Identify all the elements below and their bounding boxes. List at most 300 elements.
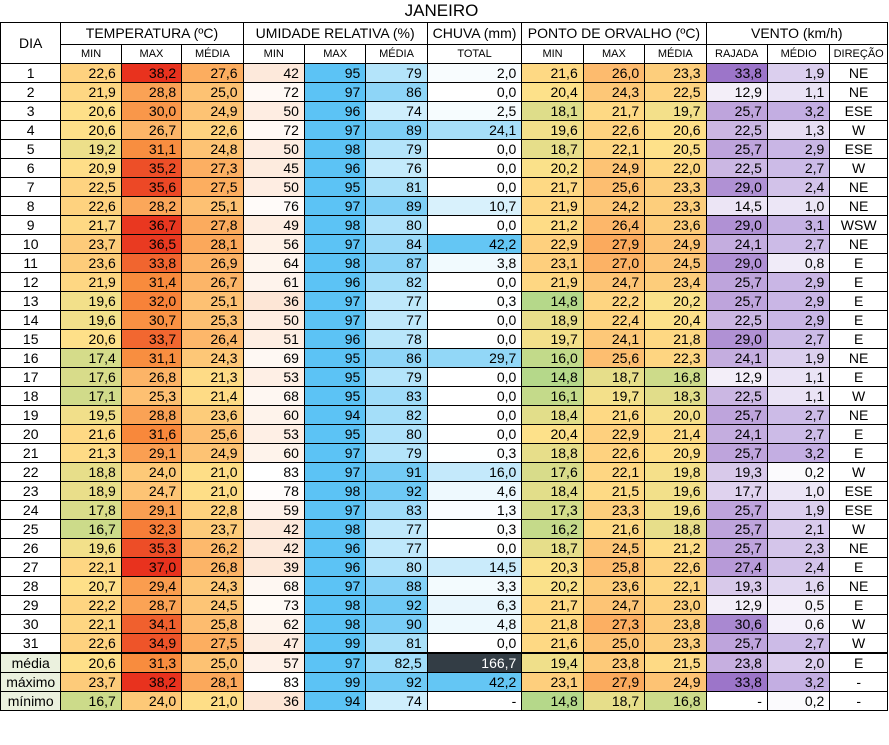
cell-rh-max: 98 (304, 595, 365, 614)
cell-orvalho-media: 23,3 (645, 196, 706, 215)
day-row (1, 177, 888, 196)
day-number: 6 (1, 158, 61, 177)
summary-label: média (1, 653, 61, 673)
cell-temp-media: 24,3 (182, 348, 243, 367)
cell-rh-media: 77 (366, 519, 427, 538)
day-number: 19 (1, 405, 61, 424)
day-number: 1 (1, 63, 61, 82)
cell-chuva-total: 3,3 (427, 576, 522, 595)
cell-rh-min: 72 (243, 82, 304, 101)
day-row (1, 253, 888, 272)
cell-orvalho-media: 22,6 (645, 557, 706, 576)
cell-vento-rajada: 33,8 (706, 672, 767, 691)
cell-temp-media: 26,2 (182, 538, 243, 557)
cell-vento-medio: 2,9 (767, 291, 829, 310)
cell-rh-media: 81 (366, 633, 427, 653)
cell-rh-min: 42 (243, 63, 304, 82)
cell-rh-media: 92 (366, 672, 427, 691)
cell-rh-min: 69 (243, 348, 304, 367)
cell-rh-min: 76 (243, 196, 304, 215)
summary-row (1, 653, 888, 673)
cell-orvalho-max: 27,0 (583, 253, 644, 272)
cell-temp-media: 26,8 (182, 557, 243, 576)
cell-rh-media: 86 (366, 348, 427, 367)
cell-vento-direcao: ESE (830, 500, 888, 519)
cell-temp-media: 24,5 (182, 595, 243, 614)
cell-vento-medio: 2,3 (767, 538, 829, 557)
cell-orvalho-min: 14,8 (522, 291, 583, 310)
cell-chuva-total: 0,0 (427, 82, 522, 101)
cell-rh-max: 99 (304, 633, 365, 653)
cell-temp-max: 24,7 (121, 481, 181, 500)
cell-temp-min: 20,6 (61, 120, 121, 139)
header-chuva: CHUVA (mm) (427, 22, 522, 44)
cell-orvalho-min: 18,8 (522, 443, 583, 462)
cell-temp-media: 25,6 (182, 424, 243, 443)
cell-orvalho-media: 19,8 (645, 462, 706, 481)
cell-temp-max: 31,4 (121, 272, 181, 291)
cell-orvalho-min: 16,2 (522, 519, 583, 538)
day-row (1, 101, 888, 120)
cell-chuva-total: 1,3 (427, 500, 522, 519)
cell-temp-media: 25,0 (182, 82, 243, 101)
cell-vento-rajada: 25,7 (706, 272, 767, 291)
day-row (1, 63, 888, 82)
cell-vento-rajada: 25,7 (706, 633, 767, 653)
day-row (1, 614, 888, 633)
cell-orvalho-media: 20,6 (645, 120, 706, 139)
day-number: 10 (1, 234, 61, 253)
cell-temp-min: 20,6 (61, 653, 121, 673)
cell-temp-media: 21,0 (182, 462, 243, 481)
cell-rh-max: 95 (304, 424, 365, 443)
day-row (1, 557, 888, 576)
cell-orvalho-max: 21,6 (583, 405, 644, 424)
cell-vento-direcao: W (830, 158, 888, 177)
cell-temp-media: 21,0 (182, 691, 243, 710)
cell-orvalho-media: 16,8 (645, 367, 706, 386)
day-row (1, 538, 888, 557)
cell-orvalho-max: 22,2 (583, 291, 644, 310)
cell-vento-direcao: E (830, 424, 888, 443)
cell-chuva-total: 166,7 (427, 653, 522, 673)
cell-temp-max: 32,0 (121, 291, 181, 310)
cell-chuva-total: 0,0 (427, 367, 522, 386)
cell-temp-media: 25,1 (182, 196, 243, 215)
cell-orvalho-min: 20,2 (522, 576, 583, 595)
cell-vento-medio: 0,6 (767, 614, 829, 633)
cell-rh-media: 79 (366, 63, 427, 82)
cell-temp-max: 33,7 (121, 329, 181, 348)
day-row (1, 291, 888, 310)
cell-orvalho-min: 21,2 (522, 215, 583, 234)
cell-vento-direcao: NE (830, 538, 888, 557)
cell-rh-max: 98 (304, 215, 365, 234)
day-number: 27 (1, 557, 61, 576)
cell-orvalho-min: 19,4 (522, 653, 583, 673)
day-row (1, 158, 888, 177)
cell-vento-medio: 1,1 (767, 386, 829, 405)
cell-rh-media: 82,5 (366, 653, 427, 673)
cell-vento-rajada: 17,7 (706, 481, 767, 500)
cell-vento-rajada: 22,5 (706, 310, 767, 329)
cell-orvalho-max: 22,1 (583, 139, 644, 158)
cell-temp-media: 24,3 (182, 576, 243, 595)
cell-rh-max: 98 (304, 519, 365, 538)
day-number: 29 (1, 595, 61, 614)
cell-vento-medio: 2,9 (767, 139, 829, 158)
cell-orvalho-media: 19,7 (645, 101, 706, 120)
cell-vento-medio: 1,0 (767, 481, 829, 500)
cell-vento-medio: 0,5 (767, 595, 829, 614)
cell-temp-max: 28,7 (121, 595, 181, 614)
cell-rh-media: 82 (366, 272, 427, 291)
cell-vento-direcao: ESE (830, 481, 888, 500)
cell-rh-min: 50 (243, 177, 304, 196)
cell-orvalho-media: 23,8 (645, 614, 706, 633)
cell-orvalho-media: 18,3 (645, 386, 706, 405)
cell-temp-min: 20,6 (61, 329, 121, 348)
day-row (1, 215, 888, 234)
cell-orvalho-max: 22,1 (583, 462, 644, 481)
cell-rh-min: 45 (243, 158, 304, 177)
cell-temp-media: 28,1 (182, 234, 243, 253)
cell-rh-max: 97 (304, 653, 365, 673)
cell-orvalho-max: 25,6 (583, 177, 644, 196)
cell-vento-rajada: 12,9 (706, 595, 767, 614)
cell-orvalho-min: 20,4 (522, 82, 583, 101)
cell-orvalho-media: 22,1 (645, 576, 706, 595)
cell-orvalho-max: 21,7 (583, 101, 644, 120)
cell-chuva-total: 42,2 (427, 234, 522, 253)
cell-orvalho-min: 21,6 (522, 63, 583, 82)
cell-chuva-total: 0,0 (427, 177, 522, 196)
cell-chuva-total: 0,0 (427, 386, 522, 405)
cell-vento-medio: 3,2 (767, 443, 829, 462)
cell-vento-medio: 1,6 (767, 576, 829, 595)
cell-vento-rajada: 22,5 (706, 158, 767, 177)
cell-vento-direcao: ESE (830, 101, 888, 120)
cell-rh-max: 96 (304, 557, 365, 576)
cell-vento-medio: 3,1 (767, 215, 829, 234)
cell-temp-max: 33,8 (121, 253, 181, 272)
cell-temp-max: 34,9 (121, 633, 181, 653)
cell-orvalho-max: 19,7 (583, 386, 644, 405)
cell-orvalho-media: 22,3 (645, 348, 706, 367)
cell-rh-max: 97 (304, 310, 365, 329)
cell-vento-direcao: ESE (830, 139, 888, 158)
day-row (1, 367, 888, 386)
cell-rh-max: 96 (304, 158, 365, 177)
cell-rh-min: 53 (243, 367, 304, 386)
cell-rh-media: 82 (366, 405, 427, 424)
cell-orvalho-media: 20,0 (645, 405, 706, 424)
cell-rh-min: 83 (243, 462, 304, 481)
subheader-temp-media: MÉDIA (182, 44, 243, 63)
cell-vento-rajada: 25,7 (706, 443, 767, 462)
day-row (1, 424, 888, 443)
cell-rh-media: 80 (366, 557, 427, 576)
cell-rh-media: 76 (366, 158, 427, 177)
day-row (1, 500, 888, 519)
cell-vento-rajada: 29,0 (706, 177, 767, 196)
day-number: 2 (1, 82, 61, 101)
cell-orvalho-media: 23,3 (645, 633, 706, 653)
cell-temp-min: 20,9 (61, 158, 121, 177)
cell-rh-max: 97 (304, 234, 365, 253)
day-number: 14 (1, 310, 61, 329)
cell-temp-max: 30,0 (121, 101, 181, 120)
cell-rh-media: 79 (366, 139, 427, 158)
cell-orvalho-min: 16,1 (522, 386, 583, 405)
cell-orvalho-min: 17,3 (522, 500, 583, 519)
cell-temp-media: 23,7 (182, 519, 243, 538)
cell-orvalho-min: 20,4 (522, 424, 583, 443)
cell-temp-max: 35,3 (121, 538, 181, 557)
cell-orvalho-max: 18,7 (583, 367, 644, 386)
cell-rh-min: 56 (243, 234, 304, 253)
cell-rh-max: 97 (304, 500, 365, 519)
cell-orvalho-max: 25,6 (583, 348, 644, 367)
cell-rh-max: 97 (304, 576, 365, 595)
subheader-temp-min: MIN (61, 44, 121, 63)
cell-temp-min: 21,6 (61, 424, 121, 443)
cell-orvalho-min: 18,9 (522, 310, 583, 329)
cell-vento-rajada: 19,3 (706, 462, 767, 481)
cell-orvalho-media: 19,6 (645, 481, 706, 500)
cell-rh-max: 95 (304, 386, 365, 405)
cell-rh-min: 51 (243, 329, 304, 348)
cell-vento-medio: 0,2 (767, 462, 829, 481)
cell-vento-medio: 2,7 (767, 158, 829, 177)
cell-chuva-total: 0,0 (427, 405, 522, 424)
cell-chuva-total: 0,0 (427, 272, 522, 291)
day-row (1, 462, 888, 481)
cell-orvalho-media: 20,2 (645, 291, 706, 310)
cell-orvalho-max: 27,9 (583, 234, 644, 253)
cell-orvalho-min: 21,8 (522, 614, 583, 633)
cell-orvalho-max: 22,9 (583, 424, 644, 443)
day-row (1, 82, 888, 101)
cell-vento-rajada: 25,7 (706, 538, 767, 557)
cell-orvalho-media: 22,0 (645, 158, 706, 177)
cell-rh-min: 49 (243, 215, 304, 234)
cell-temp-max: 35,2 (121, 158, 181, 177)
cell-temp-media: 22,8 (182, 500, 243, 519)
cell-vento-direcao: NE (830, 576, 888, 595)
cell-temp-min: 17,1 (61, 386, 121, 405)
day-number: 23 (1, 481, 61, 500)
month-title: JANEIRO (1, 0, 888, 22)
cell-chuva-total: 24,1 (427, 120, 522, 139)
day-number: 9 (1, 215, 61, 234)
day-row (1, 234, 888, 253)
cell-rh-max: 95 (304, 63, 365, 82)
cell-chuva-total: 4,8 (427, 614, 522, 633)
cell-vento-medio: 2,9 (767, 310, 829, 329)
cell-rh-min: 53 (243, 424, 304, 443)
cell-rh-max: 97 (304, 82, 365, 101)
cell-vento-medio: 1,1 (767, 367, 829, 386)
cell-rh-media: 86 (366, 82, 427, 101)
cell-vento-direcao: E (830, 253, 888, 272)
subheader-vento-direcao: DIREÇÃO (830, 44, 888, 63)
cell-vento-rajada: 29,0 (706, 253, 767, 272)
cell-temp-max: 37,0 (121, 557, 181, 576)
cell-rh-min: 62 (243, 614, 304, 633)
cell-chuva-total: 2,5 (427, 101, 522, 120)
day-row (1, 139, 888, 158)
cell-temp-min: 22,6 (61, 196, 121, 215)
day-row (1, 272, 888, 291)
cell-orvalho-media: 22,5 (645, 82, 706, 101)
header-orvalho: PONTO DE ORVALHO (ºC) (522, 22, 706, 44)
cell-temp-max: 38,2 (121, 63, 181, 82)
cell-temp-min: 22,1 (61, 557, 121, 576)
cell-vento-rajada: 33,8 (706, 63, 767, 82)
cell-chuva-total: 4,6 (427, 481, 522, 500)
cell-rh-media: 89 (366, 120, 427, 139)
cell-orvalho-media: 23,4 (645, 272, 706, 291)
cell-rh-media: 90 (366, 614, 427, 633)
cell-rh-media: 83 (366, 500, 427, 519)
cell-rh-max: 97 (304, 462, 365, 481)
cell-vento-rajada: 22,5 (706, 120, 767, 139)
cell-temp-media: 27,5 (182, 633, 243, 653)
cell-vento-direcao: E (830, 310, 888, 329)
cell-rh-min: 61 (243, 272, 304, 291)
cell-orvalho-min: 18,4 (522, 481, 583, 500)
cell-temp-max: 31,6 (121, 424, 181, 443)
cell-chuva-total: 0,0 (427, 310, 522, 329)
day-row (1, 120, 888, 139)
cell-temp-max: 28,2 (121, 196, 181, 215)
day-row (1, 310, 888, 329)
day-number: 22 (1, 462, 61, 481)
cell-vento-medio: 1,3 (767, 120, 829, 139)
cell-temp-min: 18,8 (61, 462, 121, 481)
cell-vento-rajada: 12,9 (706, 367, 767, 386)
cell-vento-direcao: NE (830, 196, 888, 215)
cell-temp-max: 31,1 (121, 139, 181, 158)
cell-orvalho-max: 24,1 (583, 329, 644, 348)
cell-temp-min: 19,2 (61, 139, 121, 158)
cell-rh-min: 42 (243, 519, 304, 538)
cell-rh-max: 94 (304, 405, 365, 424)
cell-orvalho-min: 21,7 (522, 177, 583, 196)
cell-temp-max: 24,0 (121, 691, 181, 710)
subheader-temp-max: MAX (121, 44, 181, 63)
cell-temp-max: 35,6 (121, 177, 181, 196)
cell-temp-min: 21,9 (61, 272, 121, 291)
header-dia: DIA (1, 22, 61, 63)
cell-vento-medio: 1,9 (767, 63, 829, 82)
header-temperatura: TEMPERATURA (ºC) (61, 22, 243, 44)
cell-rh-min: 50 (243, 139, 304, 158)
cell-orvalho-max: 22,4 (583, 310, 644, 329)
cell-temp-max: 28,8 (121, 405, 181, 424)
day-number: 8 (1, 196, 61, 215)
summary-label: mínimo (1, 691, 61, 710)
subheader-orvalho-min: MIN (522, 44, 583, 63)
day-number: 28 (1, 576, 61, 595)
cell-orvalho-max: 24,5 (583, 538, 644, 557)
cell-vento-direcao: E (830, 557, 888, 576)
cell-vento-medio: 0,2 (767, 691, 829, 710)
cell-orvalho-max: 21,5 (583, 481, 644, 500)
day-row (1, 633, 888, 653)
cell-vento-direcao: E (830, 272, 888, 291)
cell-chuva-total: 0,3 (427, 291, 522, 310)
cell-vento-direcao: E (830, 595, 888, 614)
cell-orvalho-media: 21,5 (645, 653, 706, 673)
cell-chuva-total: 0,3 (427, 519, 522, 538)
cell-temp-max: 29,1 (121, 500, 181, 519)
cell-temp-max: 32,3 (121, 519, 181, 538)
cell-vento-direcao: W (830, 519, 888, 538)
cell-vento-direcao: W (830, 462, 888, 481)
cell-rh-max: 98 (304, 253, 365, 272)
cell-vento-medio: 1,9 (767, 500, 829, 519)
cell-orvalho-media: 21,4 (645, 424, 706, 443)
cell-vento-medio: 3,2 (767, 101, 829, 120)
cell-vento-direcao: W (830, 120, 888, 139)
cell-temp-max: 26,8 (121, 367, 181, 386)
cell-orvalho-min: 18,4 (522, 405, 583, 424)
cell-temp-min: 22,2 (61, 595, 121, 614)
cell-orvalho-min: 21,9 (522, 196, 583, 215)
day-row (1, 405, 888, 424)
cell-rh-max: 97 (304, 120, 365, 139)
cell-rh-media: 92 (366, 481, 427, 500)
cell-rh-media: 80 (366, 424, 427, 443)
cell-vento-rajada: - (706, 691, 767, 710)
cell-temp-media: 21,3 (182, 367, 243, 386)
cell-orvalho-media: 24,9 (645, 672, 706, 691)
cell-temp-min: 22,1 (61, 614, 121, 633)
cell-vento-direcao: E (830, 443, 888, 462)
day-number: 20 (1, 424, 61, 443)
cell-orvalho-min: 17,6 (522, 462, 583, 481)
day-row (1, 519, 888, 538)
cell-vento-medio: 3,2 (767, 672, 829, 691)
cell-vento-rajada: 19,3 (706, 576, 767, 595)
cell-temp-max: 25,3 (121, 386, 181, 405)
cell-temp-media: 27,5 (182, 177, 243, 196)
subheader-orvalho-max: MAX (583, 44, 644, 63)
cell-orvalho-media: 20,4 (645, 310, 706, 329)
cell-temp-media: 24,8 (182, 139, 243, 158)
cell-vento-medio: 0,8 (767, 253, 829, 272)
cell-orvalho-max: 22,6 (583, 443, 644, 462)
cell-rh-max: 98 (304, 614, 365, 633)
day-number: 16 (1, 348, 61, 367)
cell-rh-media: 78 (366, 329, 427, 348)
cell-orvalho-min: 23,1 (522, 672, 583, 691)
subheader-rh-media: MÉDIA (366, 44, 427, 63)
cell-vento-medio: 2,7 (767, 234, 829, 253)
cell-rh-min: 60 (243, 405, 304, 424)
cell-rh-min: 36 (243, 691, 304, 710)
day-row (1, 196, 888, 215)
cell-temp-max: 28,8 (121, 82, 181, 101)
cell-vento-rajada: 14,5 (706, 196, 767, 215)
cell-rh-media: 81 (366, 177, 427, 196)
cell-vento-direcao: W (830, 386, 888, 405)
cell-chuva-total: 2,0 (427, 63, 522, 82)
cell-orvalho-max: 25,0 (583, 633, 644, 653)
cell-vento-rajada: 29,0 (706, 215, 767, 234)
